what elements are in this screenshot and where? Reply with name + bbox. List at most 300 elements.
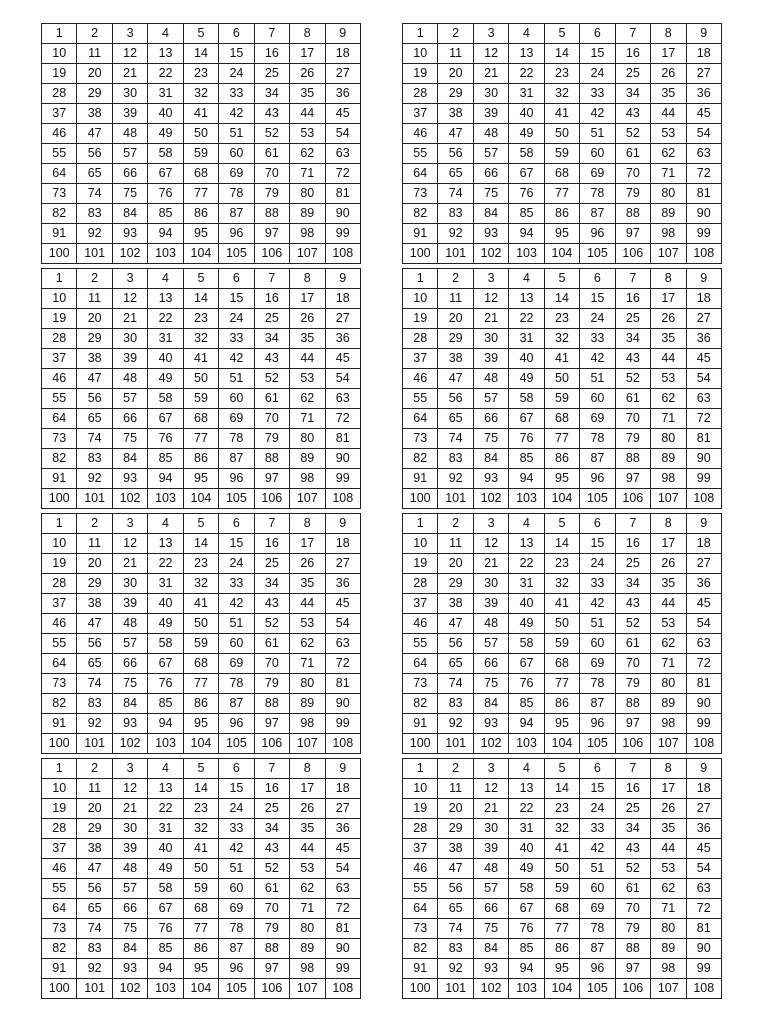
grid-cell: 62	[651, 634, 686, 654]
grid-cell: 33	[219, 329, 254, 349]
grid-row	[403, 24, 722, 44]
grid-row	[42, 879, 361, 899]
grid-cell: 65	[77, 409, 112, 429]
grid-cell: 4	[509, 24, 544, 44]
grid-cell: 108	[686, 979, 722, 999]
grid-cell: 57	[473, 389, 508, 409]
grid-cell: 89	[651, 449, 686, 469]
grid-row	[42, 674, 361, 694]
grid-row	[42, 329, 361, 349]
grid-cell: 23	[544, 309, 579, 329]
grid-cell: 36	[686, 84, 722, 104]
grid-cell: 72	[325, 654, 361, 674]
grid-cell: 79	[254, 184, 289, 204]
grid-cell: 44	[651, 104, 686, 124]
grid-row	[42, 899, 361, 919]
grid-cell: 29	[77, 819, 112, 839]
grid-cell: 5	[544, 24, 579, 44]
grid-cell: 5	[183, 514, 218, 534]
grid-cell: 67	[148, 899, 183, 919]
grid-row	[42, 369, 361, 389]
grid-cell: 6	[580, 759, 615, 779]
grid-cell: 76	[509, 184, 544, 204]
grid-cell: 95	[183, 224, 218, 244]
grid-cell: 38	[438, 104, 473, 124]
grid-cell: 79	[254, 919, 289, 939]
grid-cell: 103	[509, 979, 544, 999]
grid-cell: 54	[686, 859, 722, 879]
grid-row	[403, 44, 722, 64]
grid-cell: 53	[290, 369, 325, 389]
number-grid	[402, 758, 722, 999]
grid-row	[403, 84, 722, 104]
grid-row	[42, 64, 361, 84]
grid-cell: 95	[183, 714, 218, 734]
grid-cell: 41	[183, 594, 218, 614]
grid-cell: 16	[254, 289, 289, 309]
grid-cell: 28	[42, 574, 77, 594]
grid-cell: 63	[686, 634, 722, 654]
grid-cell: 57	[112, 634, 147, 654]
grid-cell: 91	[42, 469, 77, 489]
grid-cell: 93	[473, 714, 508, 734]
grid-cell: 51	[580, 859, 615, 879]
grid-row	[42, 389, 361, 409]
grid-row	[42, 694, 361, 714]
grid-cell: 65	[77, 654, 112, 674]
grid-cell: 52	[254, 614, 289, 634]
grid-cell: 2	[438, 24, 473, 44]
grid-cell: 90	[325, 939, 361, 959]
grid-cell: 67	[509, 654, 544, 674]
grid-cell: 31	[509, 574, 544, 594]
grid-row	[42, 594, 361, 614]
grid-cell: 85	[148, 694, 183, 714]
grid-cell: 100	[42, 244, 77, 264]
grid-cell: 33	[580, 819, 615, 839]
grid-cell: 27	[686, 64, 722, 84]
grid-cell: 83	[77, 449, 112, 469]
grid-cell: 11	[438, 289, 473, 309]
grid-row	[403, 614, 722, 634]
grid-cell: 76	[148, 919, 183, 939]
grid-cell: 21	[473, 64, 508, 84]
grid-row	[42, 614, 361, 634]
grid-cell: 35	[290, 329, 325, 349]
grid-row	[403, 979, 722, 999]
grid-cell: 12	[473, 289, 508, 309]
grid-cell: 13	[148, 44, 183, 64]
grid-cell: 6	[580, 514, 615, 534]
grid-cell: 58	[509, 144, 544, 164]
grid-cell: 56	[77, 879, 112, 899]
grid-cell: 88	[254, 449, 289, 469]
grid-cell: 28	[42, 819, 77, 839]
grid-cell: 25	[254, 64, 289, 84]
grid-row	[42, 184, 361, 204]
grid-cell: 99	[686, 714, 722, 734]
grid-cell: 92	[77, 714, 112, 734]
grid-cell: 13	[509, 779, 544, 799]
grid-cell: 43	[615, 839, 650, 859]
grid-cell: 34	[615, 84, 650, 104]
grid-cell: 1	[42, 24, 77, 44]
grid-cell: 91	[403, 959, 438, 979]
grid-cell: 83	[438, 694, 473, 714]
grid-cell: 27	[325, 309, 361, 329]
grid-cell: 48	[473, 859, 508, 879]
grid-cell: 76	[509, 429, 544, 449]
grid-cell: 77	[544, 674, 579, 694]
grid-cell: 4	[509, 269, 544, 289]
grid-cell: 39	[473, 104, 508, 124]
grid-cell: 70	[254, 409, 289, 429]
grid-cell: 98	[651, 224, 686, 244]
grid-cell: 58	[148, 389, 183, 409]
grid-cell: 54	[325, 859, 361, 879]
grid-cell: 43	[615, 104, 650, 124]
grid-cell: 78	[580, 674, 615, 694]
grid-cell: 84	[112, 449, 147, 469]
grid-cell: 88	[254, 694, 289, 714]
grid-cell: 106	[254, 979, 289, 999]
grid-cell: 10	[403, 44, 438, 64]
grid-cell: 26	[651, 64, 686, 84]
grid-cell: 101	[77, 244, 112, 264]
grid-cell: 69	[580, 164, 615, 184]
grid-cell: 47	[77, 124, 112, 144]
grid-cell: 104	[544, 244, 579, 264]
grid-cell: 86	[544, 694, 579, 714]
grid-row	[403, 859, 722, 879]
grid-cell: 28	[403, 329, 438, 349]
grid-cell: 14	[183, 779, 218, 799]
grid-cell: 86	[544, 939, 579, 959]
grid-cell: 18	[686, 534, 722, 554]
grid-cell: 52	[254, 859, 289, 879]
grid-cell: 87	[580, 939, 615, 959]
grid-cell: 68	[544, 899, 579, 919]
grid-cell: 20	[77, 799, 112, 819]
grid-cell: 83	[77, 694, 112, 714]
grid-cell: 50	[544, 614, 579, 634]
grid-cell: 91	[42, 224, 77, 244]
grid-cell: 83	[77, 939, 112, 959]
grid-cell: 3	[112, 269, 147, 289]
grid-row	[42, 779, 361, 799]
grid-cell: 12	[473, 534, 508, 554]
grid-cell: 80	[290, 429, 325, 449]
grid-cell: 75	[473, 919, 508, 939]
grid-cell: 67	[148, 654, 183, 674]
grid-cell: 57	[112, 389, 147, 409]
grid-cell: 91	[403, 714, 438, 734]
grid-cell: 52	[254, 369, 289, 389]
grid-cell: 54	[325, 614, 361, 634]
grid-cell: 17	[651, 44, 686, 64]
grid-cell: 14	[183, 44, 218, 64]
grid-cell: 103	[509, 489, 544, 509]
grid-cell: 63	[325, 879, 361, 899]
grid-cell: 40	[509, 104, 544, 124]
grid-cell: 63	[325, 144, 361, 164]
grid-cell: 80	[651, 674, 686, 694]
grid-cell: 41	[544, 349, 579, 369]
grid-row	[403, 269, 722, 289]
grid-cell: 45	[686, 839, 722, 859]
grid-cell: 70	[254, 164, 289, 184]
grid-cell: 99	[325, 959, 361, 979]
grid-cell: 43	[254, 104, 289, 124]
grid-cell: 26	[651, 309, 686, 329]
grid-cell: 92	[77, 959, 112, 979]
grid-cell: 98	[290, 224, 325, 244]
grid-cell: 93	[112, 469, 147, 489]
grid-row	[42, 819, 361, 839]
grid-cell: 74	[77, 919, 112, 939]
grid-cell: 40	[148, 594, 183, 614]
grid-cell: 15	[219, 289, 254, 309]
grid-cell: 26	[290, 554, 325, 574]
grid-cell: 102	[473, 979, 508, 999]
grid-cell: 32	[183, 574, 218, 594]
grid-cell: 84	[473, 204, 508, 224]
grid-cell: 7	[615, 269, 650, 289]
grid-cell: 100	[42, 489, 77, 509]
grid-cell: 85	[148, 939, 183, 959]
grid-cell: 10	[403, 289, 438, 309]
grid-cell: 82	[403, 449, 438, 469]
grid-cell: 86	[183, 694, 218, 714]
grid-cell: 95	[544, 959, 579, 979]
grid-cell: 28	[403, 84, 438, 104]
grid-cell: 7	[254, 759, 289, 779]
grid-cell: 96	[219, 959, 254, 979]
grid-cell: 65	[438, 899, 473, 919]
grid-row	[42, 204, 361, 224]
grid-cell: 99	[325, 224, 361, 244]
grid-cell: 44	[290, 104, 325, 124]
grid-cell: 9	[686, 24, 722, 44]
grid-cell: 102	[112, 244, 147, 264]
grid-cell: 93	[112, 224, 147, 244]
grid-cell: 36	[325, 819, 361, 839]
grid-cell: 93	[473, 469, 508, 489]
grid-row	[403, 534, 722, 554]
grid-cell: 87	[219, 939, 254, 959]
grid-cell: 4	[509, 759, 544, 779]
grid-cell: 25	[615, 799, 650, 819]
grid-cell: 102	[473, 734, 508, 754]
grid-cell: 70	[615, 899, 650, 919]
grid-cell: 96	[580, 469, 615, 489]
grid-cell: 95	[183, 469, 218, 489]
grid-cell: 100	[403, 979, 438, 999]
grid-cell: 8	[651, 514, 686, 534]
grid-cell: 59	[183, 879, 218, 899]
grid-cell: 101	[438, 734, 473, 754]
grid-cell: 71	[651, 899, 686, 919]
grid-cell: 53	[651, 369, 686, 389]
grid-row	[403, 759, 722, 779]
grid-cell: 59	[544, 634, 579, 654]
grid-cell: 54	[686, 124, 722, 144]
grid-row	[42, 514, 361, 534]
grid-cell: 56	[438, 389, 473, 409]
grid-cell: 4	[148, 269, 183, 289]
grid-cell: 106	[615, 979, 650, 999]
grid-cell: 29	[438, 329, 473, 349]
grid-cell: 88	[615, 204, 650, 224]
grid-cell: 18	[325, 779, 361, 799]
grid-cell: 107	[651, 734, 686, 754]
grid-cell: 38	[438, 839, 473, 859]
grid-row	[403, 369, 722, 389]
grid-cell: 36	[686, 819, 722, 839]
grid-cell: 27	[686, 554, 722, 574]
grid-cell: 78	[219, 184, 254, 204]
grid-cell: 31	[509, 819, 544, 839]
grid-cell: 78	[219, 429, 254, 449]
grid-cell: 47	[77, 859, 112, 879]
grid-cell: 27	[686, 309, 722, 329]
grid-row	[403, 204, 722, 224]
grid-cell: 107	[651, 979, 686, 999]
grid-cell: 75	[112, 184, 147, 204]
grid-cell: 46	[42, 124, 77, 144]
grid-cell: 81	[325, 919, 361, 939]
grid-cell: 97	[615, 714, 650, 734]
grid-cell: 22	[509, 799, 544, 819]
grid-cell: 9	[686, 269, 722, 289]
grid-cell: 61	[615, 389, 650, 409]
grid-cell: 13	[509, 534, 544, 554]
number-grid-body	[42, 24, 361, 264]
grid-cell: 16	[615, 289, 650, 309]
grid-cell: 42	[580, 839, 615, 859]
grid-cell: 75	[112, 919, 147, 939]
grid-cell: 32	[183, 329, 218, 349]
grid-cell: 65	[438, 654, 473, 674]
grid-cell: 103	[148, 244, 183, 264]
grid-cell: 106	[254, 489, 289, 509]
grid-cell: 5	[183, 269, 218, 289]
grid-cell: 80	[290, 184, 325, 204]
grid-cell: 53	[290, 614, 325, 634]
grid-cell: 45	[686, 104, 722, 124]
grid-cell: 3	[473, 759, 508, 779]
grid-cell: 90	[325, 694, 361, 714]
grid-cell: 7	[254, 269, 289, 289]
grid-cell: 37	[42, 104, 77, 124]
grid-cell: 3	[473, 514, 508, 534]
grid-row	[42, 654, 361, 674]
grid-cell: 16	[254, 44, 289, 64]
grid-cell: 46	[42, 369, 77, 389]
grid-cell: 69	[580, 899, 615, 919]
grid-cell: 69	[219, 654, 254, 674]
grid-cell: 6	[219, 24, 254, 44]
grid-cell: 17	[651, 534, 686, 554]
grid-cell: 56	[77, 634, 112, 654]
grid-cell: 94	[509, 224, 544, 244]
grid-cell: 89	[651, 939, 686, 959]
grid-row	[42, 634, 361, 654]
grid-cell: 66	[473, 409, 508, 429]
grid-cell: 92	[438, 714, 473, 734]
grid-cell: 38	[438, 594, 473, 614]
grid-cell: 100	[42, 979, 77, 999]
grid-cell: 32	[544, 84, 579, 104]
grid-cell: 34	[615, 574, 650, 594]
grid-cell: 12	[112, 779, 147, 799]
grid-cell: 11	[77, 289, 112, 309]
grid-cell: 8	[290, 269, 325, 289]
grid-cell: 25	[254, 554, 289, 574]
grid-cell: 78	[219, 919, 254, 939]
grid-cell: 88	[254, 939, 289, 959]
grid-cell: 19	[42, 799, 77, 819]
grid-row	[42, 124, 361, 144]
grid-cell: 34	[615, 329, 650, 349]
grid-cell: 62	[290, 144, 325, 164]
grid-row	[403, 919, 722, 939]
grid-cell: 73	[403, 429, 438, 449]
grid-cell: 79	[254, 429, 289, 449]
grid-cell: 49	[148, 614, 183, 634]
grid-cell: 34	[254, 819, 289, 839]
grid-cell: 105	[219, 489, 254, 509]
grid-row	[42, 44, 361, 64]
grid-cell: 15	[580, 289, 615, 309]
grid-cell: 61	[254, 879, 289, 899]
grid-cell: 47	[438, 124, 473, 144]
grid-row	[403, 224, 722, 244]
grid-row	[403, 714, 722, 734]
grid-cell: 31	[509, 329, 544, 349]
grid-cell: 49	[148, 369, 183, 389]
grid-cell: 12	[473, 44, 508, 64]
grid-row	[403, 734, 722, 754]
grid-cell: 65	[438, 409, 473, 429]
grid-cell: 30	[112, 84, 147, 104]
grid-cell: 101	[438, 979, 473, 999]
grid-cell: 99	[325, 714, 361, 734]
grid-cell: 102	[473, 489, 508, 509]
grid-cell: 87	[219, 204, 254, 224]
grid-cell: 58	[148, 634, 183, 654]
grid-cell: 101	[438, 244, 473, 264]
grid-cell: 50	[183, 369, 218, 389]
grid-cell: 66	[473, 899, 508, 919]
grid-cell: 85	[509, 449, 544, 469]
grid-cell: 35	[290, 84, 325, 104]
grid-cell: 105	[219, 244, 254, 264]
grid-cell: 81	[686, 674, 722, 694]
grid-cell: 98	[651, 469, 686, 489]
grid-cell: 85	[148, 449, 183, 469]
grid-cell: 6	[580, 24, 615, 44]
grid-cell: 28	[42, 84, 77, 104]
grid-cell: 27	[325, 554, 361, 574]
grid-cell: 73	[42, 674, 77, 694]
grid-cell: 83	[77, 204, 112, 224]
grid-cell: 67	[509, 409, 544, 429]
grid-cell: 64	[403, 899, 438, 919]
grid-cell: 46	[42, 614, 77, 634]
grid-cell: 24	[580, 309, 615, 329]
grid-cell: 72	[325, 899, 361, 919]
